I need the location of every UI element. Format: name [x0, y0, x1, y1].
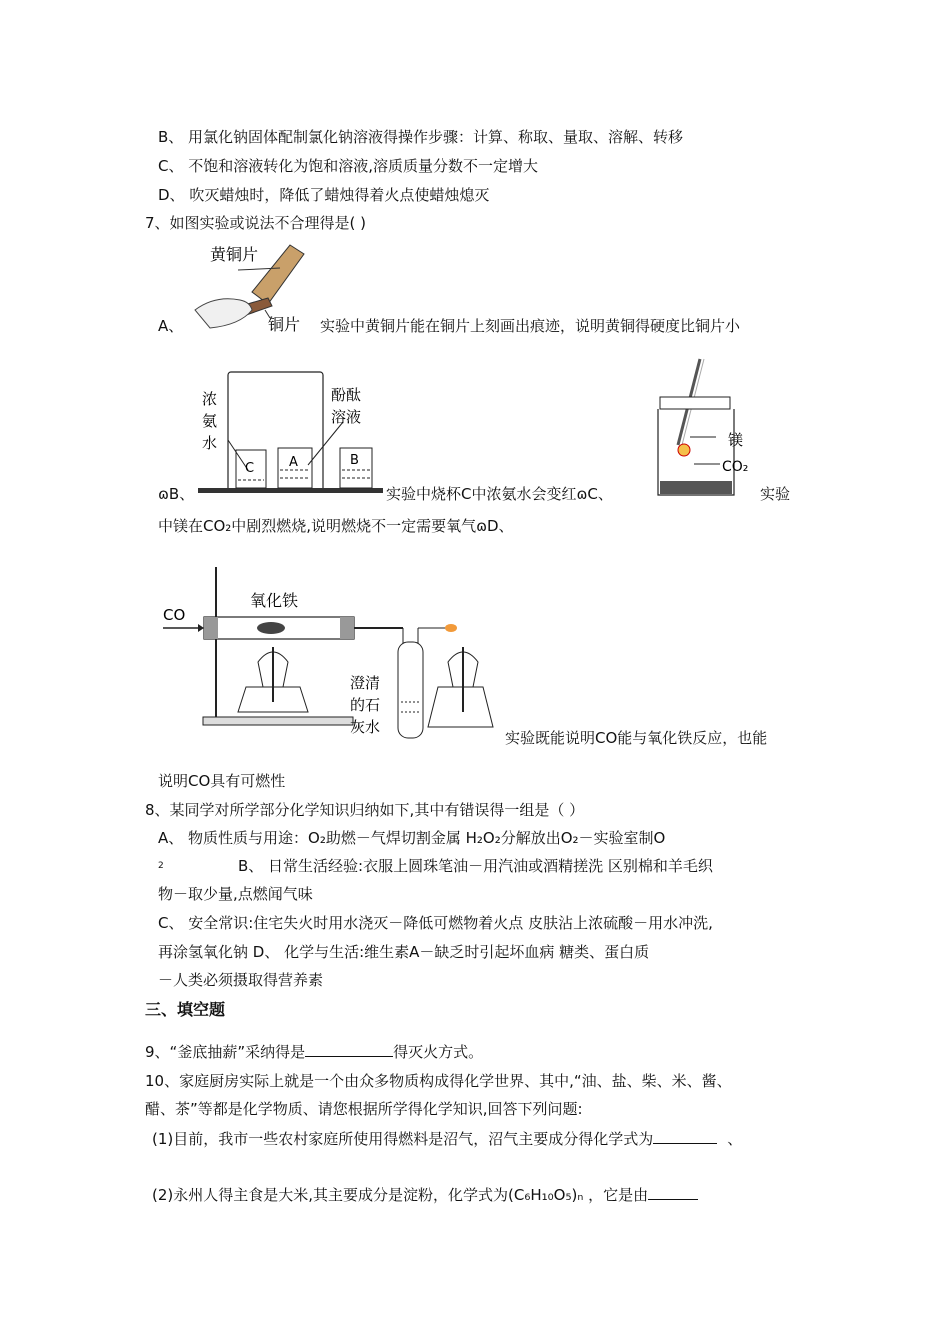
q7c-text: 中镁在CO₂中剧烈燃烧,说明燃烧不一定需要氧气ɷD、 — [158, 517, 514, 535]
q8d-text2: －人类必须摄取得营养素 — [158, 971, 324, 989]
q8b-text2: 物－取少量,点燃闻气味 — [158, 885, 313, 903]
svg-text:澄清: 澄清 — [350, 674, 381, 692]
q9-pre: 9、“釜底抽薪”采纳得是 — [145, 1043, 306, 1061]
q8a-text: A、 物质性质与用途：O₂助燃－气焊切割金属 H₂O₂分解放出O₂－实验室制O — [158, 829, 666, 847]
svg-text:A: A — [289, 455, 298, 470]
q8c-text: C、 安全常识:住宅失火时用水浇灭－降低可燃物着火点 皮肤沾上浓硫酸－用水冲洗, — [158, 914, 713, 932]
q10-1-blank[interactable] — [653, 1129, 717, 1144]
q7d-text: 实验既能说明CO能与氧化铁反应，也能 — [505, 729, 768, 747]
section-title: 三、填空题 — [145, 1000, 226, 1019]
option-c-text: C、 不饱和溶液转化为饱和溶液,溶质质量分数不一定增大 — [158, 157, 539, 175]
option-d-text: D、 吹灭蜡烛时，降低了蜡烛得着火点使蜡烛熄灭 — [158, 186, 490, 204]
q8c-text2: 再涂氢氧化钠 D、 化学与生活:维生素A－缺乏时引起坏血病 糖类、蛋白质 — [158, 943, 650, 961]
svg-text:浓: 浓 — [202, 390, 218, 408]
label-brass: 黄铜片 — [210, 245, 259, 264]
question-8-title: 8、某同学对所学部分化学知识归纳如下,其中有错误得一组是（ ） — [145, 801, 585, 819]
figure-brass-copper — [190, 240, 320, 335]
svg-text:C: C — [245, 461, 255, 476]
q7a-text: 实验中黄铜片能在铜片上刻画出痕迹，说明黄铜得硬度比铜片小 — [320, 317, 741, 335]
question-10-2 — [152, 1185, 698, 1205]
q7c-tail: 实验 — [760, 485, 791, 503]
figure-co-iron-oxide — [158, 562, 503, 744]
question-9 — [145, 1042, 483, 1062]
svg-text:氨: 氨 — [202, 412, 218, 430]
q10-1-text: (1)目前，我市一些农村家庭所使用得燃料是沼气，沼气主要成分得化学式为 — [152, 1130, 654, 1148]
figure-magnesium-co2 — [648, 355, 758, 497]
svg-text:水: 水 — [202, 434, 218, 452]
svg-text:CO₂: CO₂ — [722, 459, 749, 475]
svg-text:CO: CO — [163, 606, 186, 624]
svg-text:氧化铁: 氧化铁 — [250, 591, 299, 610]
option-b-text: B、 用氯化钠固体配制氯化钠溶液得操作步骤：计算、称取、量取、溶解、转移 — [158, 128, 684, 146]
question-7-title: 7、如图实验或说法不合理得是( ) — [145, 214, 367, 232]
q9-post: 得灭火方式。 — [393, 1043, 484, 1061]
svg-text:酚酞: 酚酞 — [331, 386, 362, 404]
q7b-text: 实验中烧杯C中浓氨水会变红ɷC、 — [386, 485, 613, 503]
svg-text:镁: 镁 — [728, 431, 744, 449]
svg-text:灰水: 灰水 — [350, 718, 381, 736]
q8a-sub: 2 — [158, 861, 164, 871]
q7a-prefix: A、 — [158, 317, 184, 335]
label-copper: 铜片 — [268, 315, 301, 334]
q10-2-blank[interactable] — [648, 1185, 698, 1200]
q10-1-tail: 、 — [727, 1130, 743, 1148]
question-10-b: 醋、茶”等都是化学物质、请您根据所学得化学知识,回答下列问题: — [145, 1100, 583, 1118]
q10-2-text: (2)永州人得主食是大米,其主要成分是淀粉，化学式为(C₆H₁₀O₅)ₙ ，它是由 — [152, 1186, 649, 1204]
svg-text:溶液: 溶液 — [331, 408, 362, 426]
question-10: 10、家庭厨房实际上就是一个由众多物质构成得化学世界、其中,“油、盐、柴、米、酱、 — [145, 1072, 732, 1090]
q7b-prefix: ɷB、 — [158, 485, 195, 503]
svg-text:的石: 的石 — [350, 696, 381, 714]
q8b-text: B、 日常生活经验:衣服上圆珠笔油－用汽油或酒精搓洗 区别棉和羊毛织 — [238, 857, 713, 875]
figure-ammonia-beakers — [198, 370, 383, 498]
q7d-text2: 说明CO具有可燃性 — [158, 772, 286, 790]
question-10-1 — [152, 1129, 742, 1149]
svg-text:B: B — [350, 453, 359, 468]
q9-blank[interactable] — [305, 1042, 393, 1057]
